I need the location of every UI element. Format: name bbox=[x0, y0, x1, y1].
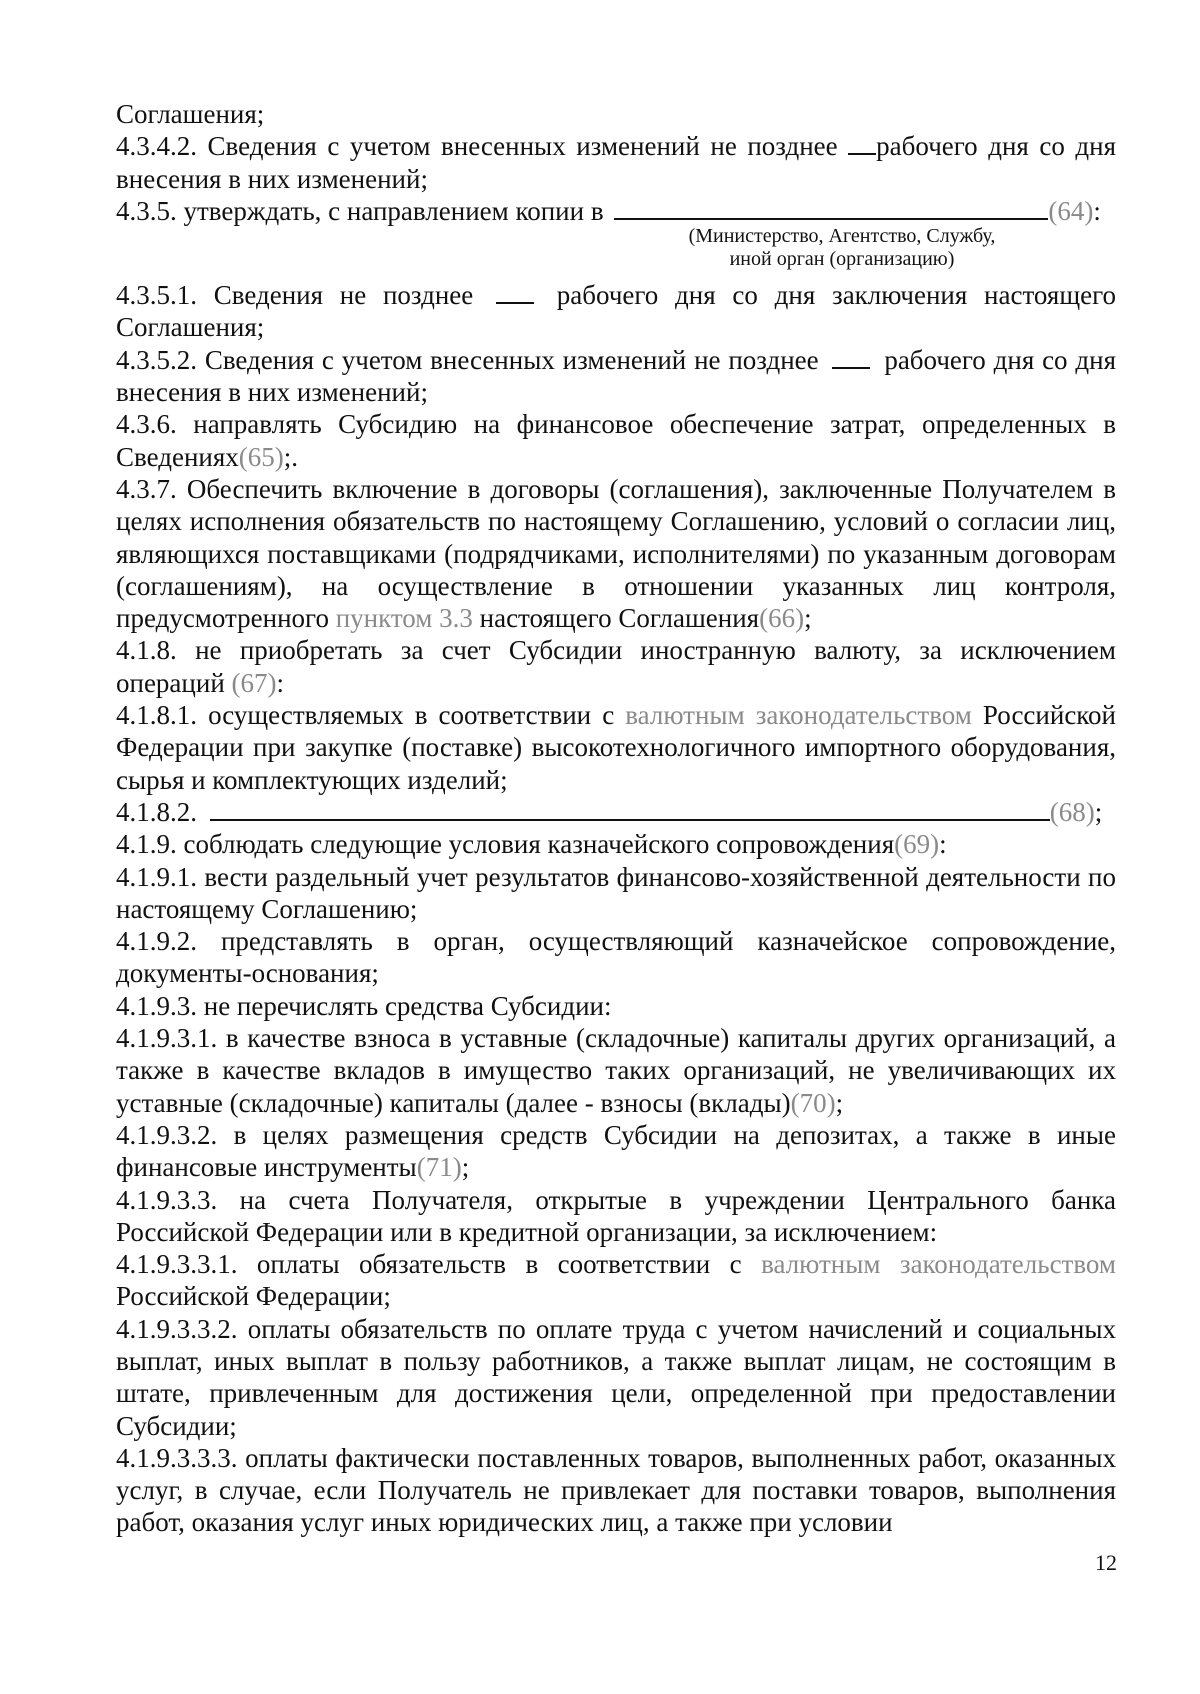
paragraph bbox=[116, 990, 1116, 1022]
caption-line: иной орган (организацию) bbox=[729, 248, 955, 271]
footnote-ref[interactable]: (69) bbox=[894, 829, 940, 860]
caption-line: (Министерство, Агентство, Службу, bbox=[688, 225, 996, 248]
paragraph-text: 4.1.9.3.2. в целях размещения средств Субсидии на депозитах, а также в иные финансовые инструменты bbox=[116, 1119, 1116, 1183]
paragraph bbox=[116, 473, 1116, 634]
paragraph-text: 4.1.9.3.1. в качестве взноса в уставные (складочные) капиталы других организаций, а также в качестве вкладов в имущество таких организаций, не увеличивающих их уставные (складочные) капиталы (далее - взносы (вклады) bbox=[116, 1023, 1116, 1118]
paragraph-text: : bbox=[939, 829, 947, 860]
paragraph-text: 4.1.9.3.3.3. оплаты фактически поставленных товаров, выполненных работ, оказанных услуг, в случае, если Получатель не привлекает для поставки товаров, выполнения работ, оказания услуг иных юридических лиц, а также при условии bbox=[116, 1442, 1116, 1538]
paragraph bbox=[116, 1022, 1116, 1119]
paragraph-text: 4.1.9.3. не перечислять средства Субсидии: bbox=[116, 990, 612, 1021]
footnote-ref[interactable]: (65) bbox=[238, 441, 284, 472]
paragraph bbox=[116, 98, 1116, 130]
paragraph bbox=[116, 634, 1116, 699]
page-number: 12 bbox=[1095, 1550, 1117, 1575]
paragraph bbox=[116, 796, 1116, 828]
paragraph-text: ; bbox=[461, 1152, 470, 1183]
paragraph bbox=[116, 1313, 1116, 1442]
footnote-ref[interactable]: (66) bbox=[759, 603, 805, 634]
paragraph bbox=[116, 1119, 1116, 1184]
paragraph-text: 4.1.9.3.3.2. оплаты обязательств по оплате труда с учетом начислений и социальных выплат, иных выплат в пользу работников, а также выплат лицам, не состоящим в штате, привлеченным для достижения цели, определенной при предоставлении Субсидии; bbox=[116, 1313, 1116, 1441]
paragraph bbox=[116, 861, 1116, 926]
paragraph bbox=[116, 279, 1116, 344]
paragraph-text: 4.1.9. соблюдать следующие условия казначейского сопровождения bbox=[116, 829, 895, 860]
footnote-ref[interactable]: (71) bbox=[416, 1152, 462, 1183]
footnote-ref[interactable]: (68) bbox=[1049, 796, 1095, 827]
paragraph-text: : bbox=[1093, 195, 1101, 226]
footnote-ref[interactable]: (64) bbox=[1048, 195, 1094, 226]
paragraph-text: ;. bbox=[283, 441, 299, 472]
paragraph-text: Российской Федерации при закупке (поставке) высокотехнологичного импортного оборудования, сырья и комплектующих изделий; bbox=[116, 700, 1116, 795]
paragraph-text: ; bbox=[835, 1087, 844, 1118]
paragraph bbox=[116, 344, 1116, 409]
paragraph-text: 4.3.5.2. Сведения с учетом внесенных изменений не позднее bbox=[116, 344, 827, 375]
paragraph-text: : bbox=[276, 667, 285, 698]
paragraph-text: Российской Федерации; bbox=[116, 1281, 391, 1312]
paragraph-text: 4.1.8.1. осуществляемых в соответствии с bbox=[116, 700, 626, 731]
paragraph bbox=[116, 828, 1116, 860]
paragraph-text: 4.1.8.2. bbox=[116, 796, 204, 827]
paragraph-text: 4.3.5. утверждать, с направлением копии в bbox=[116, 195, 611, 226]
paragraph bbox=[116, 925, 1116, 990]
paragraph-text: ; bbox=[1094, 796, 1103, 827]
paragraph bbox=[116, 1248, 1116, 1313]
paragraph-text: 4.3.6. направлять Субсидию на финансовое обеспечение затрат, определенных в Сведениях bbox=[116, 409, 1116, 472]
paragraph-text: Соглашения; bbox=[116, 99, 265, 129]
paragraph-text: 4.1.9.1. вести раздельный учет результатов финансово-хозяйственной деятельности по настоящему Соглашению; bbox=[116, 861, 1116, 924]
blank-field bbox=[832, 347, 870, 369]
paragraph-text: 4.1.9.3.3.1. оплаты обязательств в соответствии с bbox=[116, 1249, 762, 1280]
paragraph-text: ; bbox=[804, 603, 812, 634]
paragraph-text: рабочего дня со дня внесения в них изменений; bbox=[116, 344, 1116, 408]
paragraph-text: 4.3.4.2. Сведения с учетом внесенных изменений не позднее bbox=[116, 131, 849, 162]
paragraph bbox=[116, 130, 1116, 195]
paragraph bbox=[116, 408, 1116, 473]
paragraph-text: настоящего Соглашения bbox=[472, 603, 760, 634]
blank-field bbox=[848, 133, 876, 155]
paragraph-text: рабочего дня со дня заключения настоящего Соглашения; bbox=[116, 280, 1116, 343]
paragraph bbox=[116, 195, 1116, 227]
blank-field bbox=[614, 198, 1048, 220]
paragraph-text: 4.1.9.3.3. на счета Получателя, открытые в учреждении Центрального банка Российской Федерации или в кредитной организации, за исключением: bbox=[116, 1184, 1116, 1247]
footnote-ref[interactable]: (67) bbox=[231, 667, 277, 698]
blank-field bbox=[496, 282, 534, 304]
paragraph bbox=[116, 1442, 1116, 1539]
paragraph-text: рабочего дня со дня внесения в них изменений; bbox=[116, 131, 1116, 194]
paragraph-text: 4.3.5.1. Сведения не позднее bbox=[116, 280, 491, 311]
law-link[interactable]: валютным законодательством bbox=[761, 1249, 1116, 1280]
law-link[interactable]: валютным законодательством bbox=[625, 700, 972, 731]
footnote-ref[interactable]: (70) bbox=[790, 1087, 836, 1118]
paragraph bbox=[116, 699, 1116, 796]
field-caption bbox=[632, 225, 1052, 271]
clause-link[interactable]: пунктом 3.3 bbox=[335, 603, 473, 634]
paragraph-text: 4.1.9.2. представлять в орган, осуществляющий казначейское сопровождение, документы-основания; bbox=[116, 926, 1116, 989]
paragraph bbox=[116, 1184, 1116, 1249]
paragraph-text: 4.3.7. Обеспечить включение в договоры (соглашения), заключенные Получателем в целях исполнения обязательств по настоящему Соглашению, условий о согласии лиц, являющихся поставщиками (подрядчиками, исполнителями) по указанным договорам (соглашениям), на осуществление в отношении указанных лиц контроля, предусмотренного bbox=[116, 473, 1116, 634]
document-body bbox=[116, 98, 1116, 1539]
blank-field bbox=[210, 799, 1050, 821]
paragraph-text: 4.1.8. не приобретать за счет Субсидии иностранную валюту, за исключением операций bbox=[116, 635, 1116, 698]
